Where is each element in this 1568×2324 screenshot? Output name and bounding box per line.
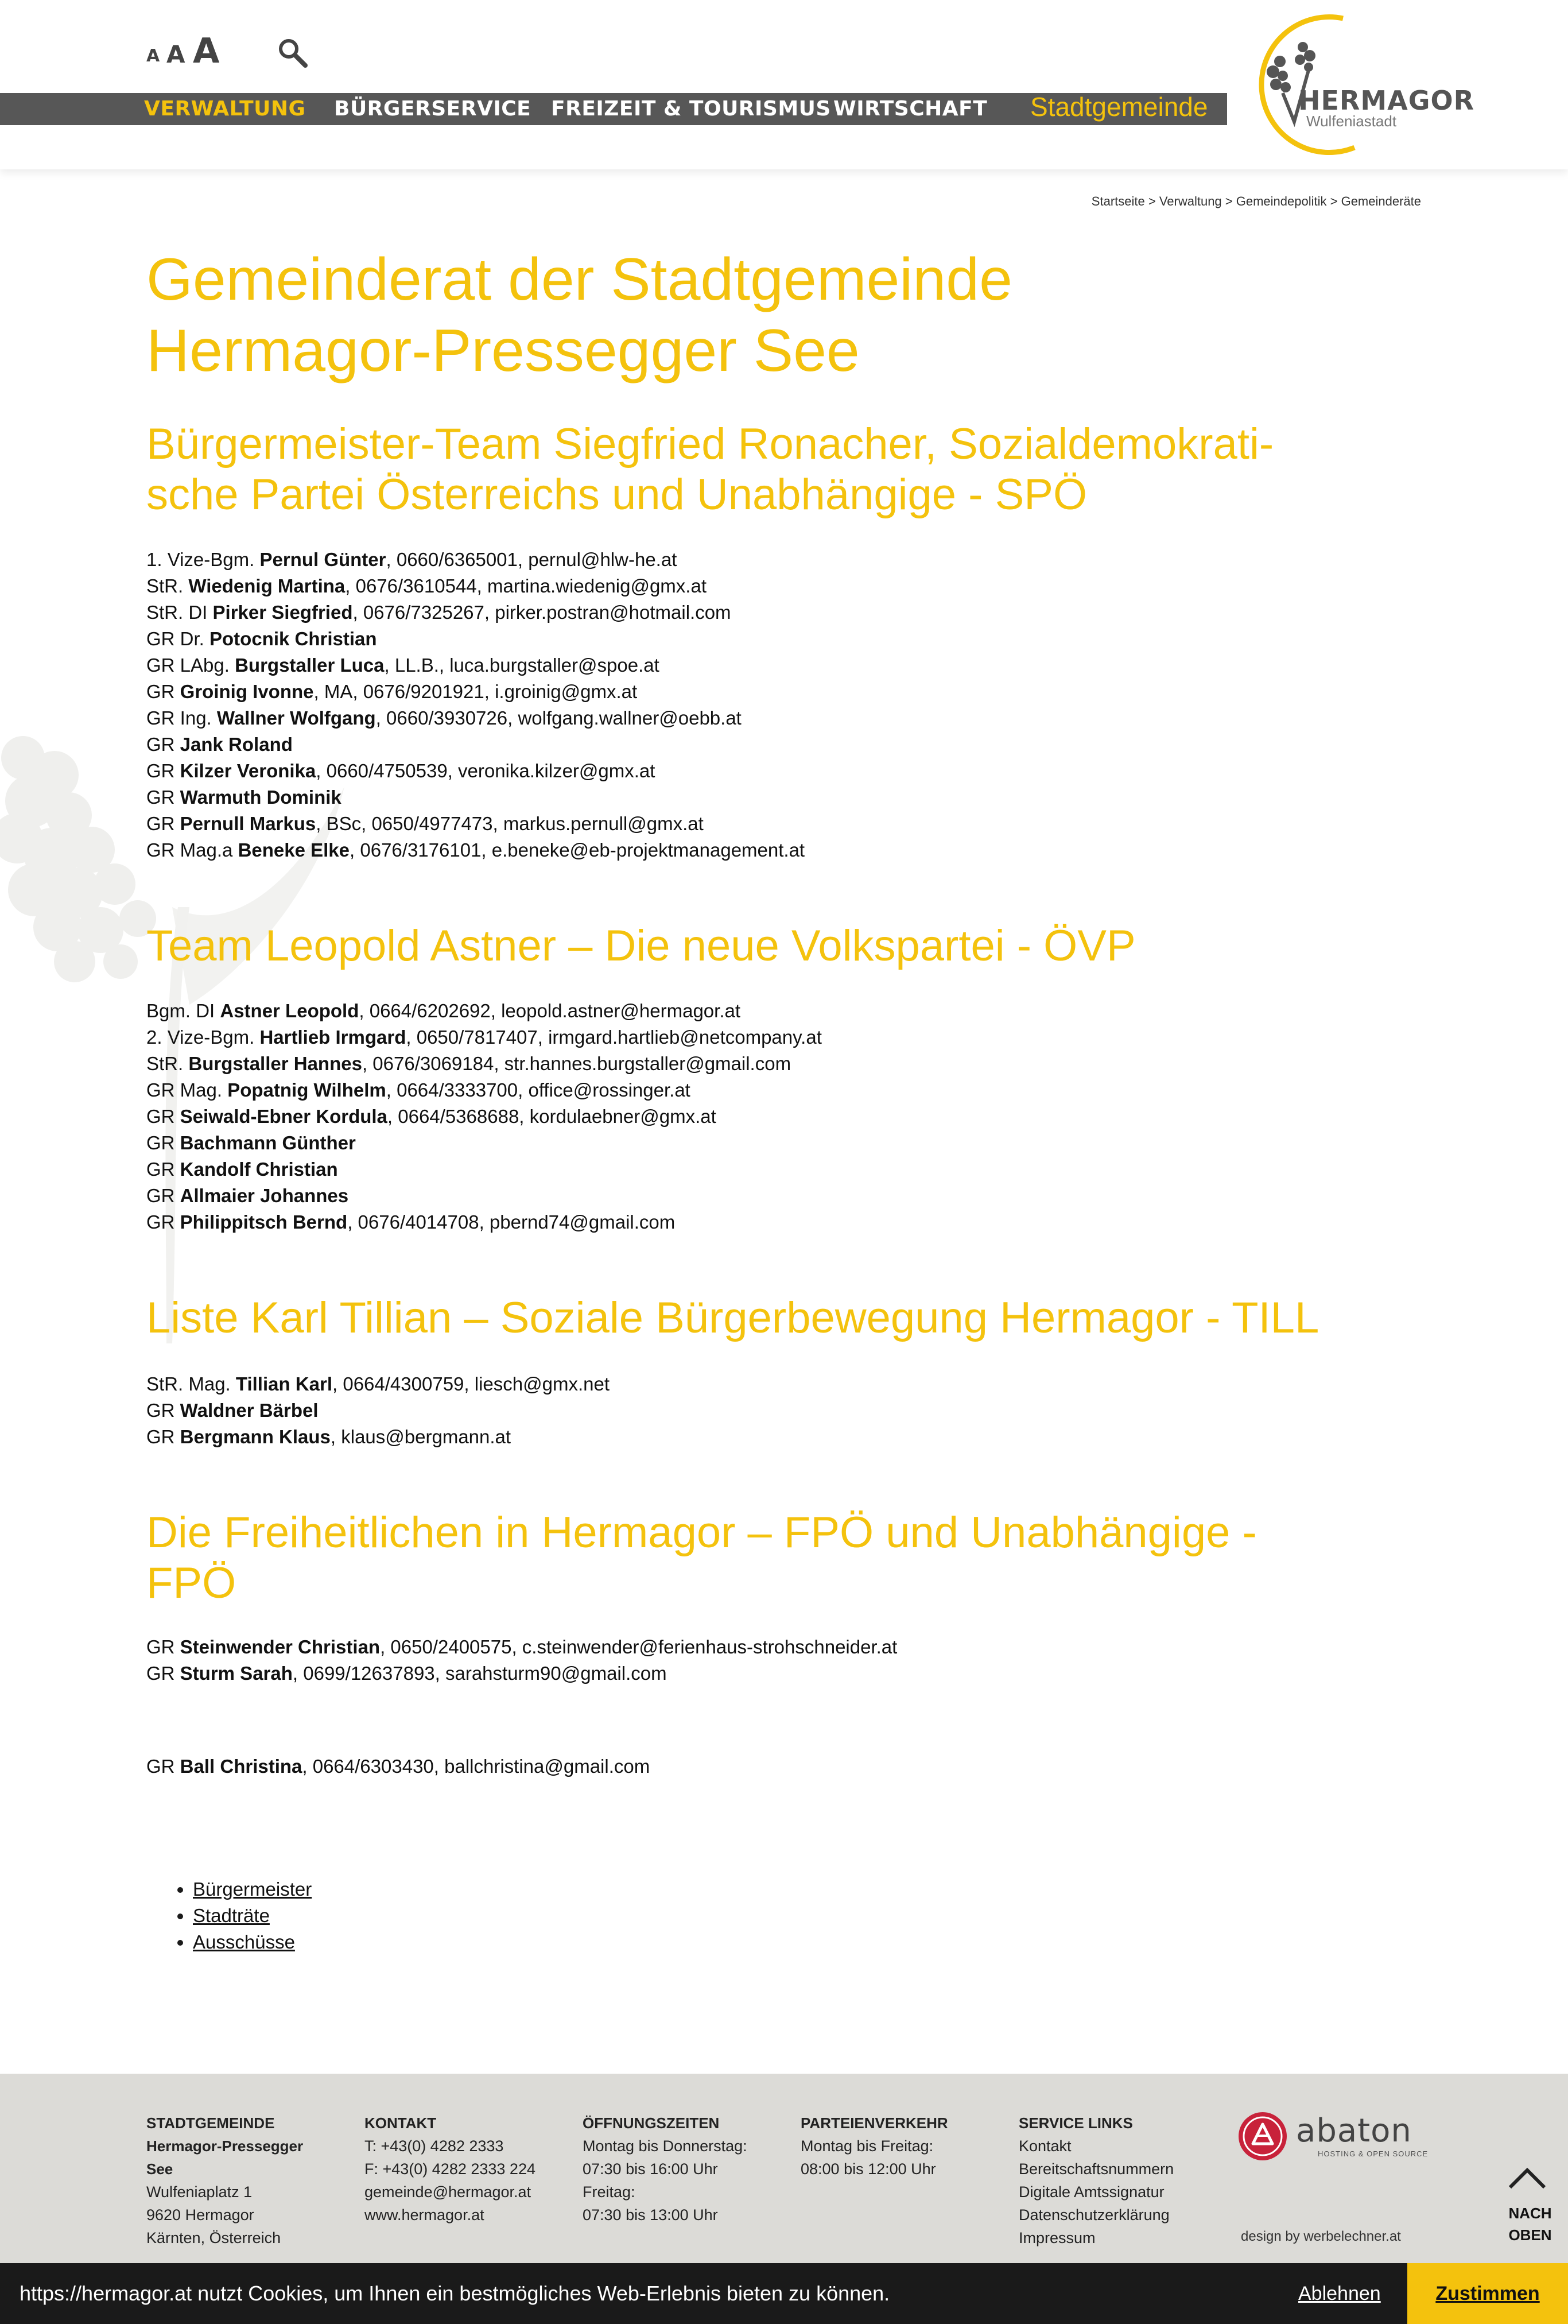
nav-wirtschaft[interactable]: WIRTSCHAFT xyxy=(833,97,988,121)
member-item: GR Jank Roland xyxy=(146,734,293,755)
footer-line: 9620 Hermagor xyxy=(146,2206,254,2224)
footer-heading: SERVICE LINKS xyxy=(1019,2114,1133,2132)
member-item: GR Philippitsch Bernd, 0676/4014708, pbernd74@gmail.com xyxy=(146,1211,676,1233)
abaton-logo-icon[interactable] xyxy=(1237,2110,1288,2162)
site-header xyxy=(0,0,1568,169)
breadcrumb-separator: > xyxy=(1326,194,1341,208)
member-item: GR Dr. Potocnik Christian xyxy=(146,628,377,649)
link-buergermeister[interactable]: Bürgermeister xyxy=(193,1878,312,1900)
footer-line: Kärnten, Österreich xyxy=(146,2229,281,2246)
footer-website-link[interactable]: www.hermagor.at xyxy=(364,2206,484,2224)
group-heading-line2: FPÖ xyxy=(146,1559,236,1608)
page-title-line2: Hermagor-Pressegger See xyxy=(146,317,860,384)
link-item xyxy=(193,1876,312,1903)
breadcrumb-startseite[interactable]: Startseite xyxy=(1091,194,1145,208)
nav-buergerservice[interactable]: BÜRGERSERVICE xyxy=(334,97,531,121)
search-icon[interactable] xyxy=(277,37,309,69)
member-item: GR Waldner Bärbel xyxy=(146,1400,319,1421)
chevron-up-icon[interactable] xyxy=(1508,2167,1547,2190)
member-item: Bgm. DI Astner Leopold, 0664/6202692, leopold.astner@hermagor.at xyxy=(146,1000,741,1021)
member-item: GR Seiwald-Ebner Kordula, 0664/5368688, kordulaebner@gmx.at xyxy=(146,1106,716,1127)
group-heading-line1: Liste Karl Tillian – Soziale Bürgerbewegung Hermagor - TILL xyxy=(146,1293,1319,1342)
member-item: StR. DI Pirker Siegfried, 0676/7325267, pirker.postran@hotmail.com xyxy=(146,602,731,623)
group-heading-line1: Team Leopold Astner – Die neue Volkspartei - ÖVP xyxy=(146,921,1136,970)
footer-link-datenschutz[interactable]: Datenschutzerklärung xyxy=(1019,2206,1170,2224)
footer-line: Montag bis Freitag: xyxy=(801,2137,934,2155)
link-item xyxy=(193,1903,312,1929)
link-stadtraete[interactable]: Stadträte xyxy=(193,1905,270,1926)
footer-subheading: See xyxy=(146,2160,173,2178)
group-heading-spoe xyxy=(146,419,1443,520)
group-heading-line1: Die Freiheitlichen in Hermagor – FPÖ und Unabhängige - xyxy=(146,1508,1257,1557)
footer-link-bereitschaft[interactable]: Bereitschaftsnummern xyxy=(1019,2160,1174,2178)
breadcrumb xyxy=(1092,194,1421,209)
footer-link-kontakt[interactable]: Kontakt xyxy=(1019,2137,1072,2155)
link-item xyxy=(193,1929,312,1955)
footer-heading: KONTAKT xyxy=(364,2114,437,2132)
member-item: GR Groinig Ivonne, MA, 0676/9201921, i.groinig@gmx.at xyxy=(146,681,638,702)
footer-line: Montag bis Donnerstag: xyxy=(583,2137,747,2155)
footer-email-link[interactable]: gemeinde@hermagor.at xyxy=(364,2183,531,2201)
font-size-small-button[interactable]: A xyxy=(146,46,160,66)
member-item: StR. Wiedenig Martina, 0676/3610544, martina.wiedenig@gmx.at xyxy=(146,575,707,597)
member-item: 1. Vize-Bgm. Pernul Günter, 0660/6365001, pernul@hlw-he.at xyxy=(146,549,677,570)
footer-heading: STADTGEMEINDE xyxy=(146,2114,275,2132)
breadcrumb-verwaltung[interactable]: Verwaltung xyxy=(1159,194,1222,208)
member-item: GR Kilzer Veronika, 0660/4750539, veronika.kilzer@gmx.at xyxy=(146,760,655,781)
member-item: StR. Burgstaller Hannes, 0676/3069184, str.hannes.burgstaller@gmail.com xyxy=(146,1053,791,1074)
footer-line: Wulfeniaplatz 1 xyxy=(146,2183,253,2201)
member-item: GR Allmaier Johannes xyxy=(146,1185,349,1206)
back-to-top-label-1: NACH xyxy=(1508,2205,1552,2222)
nav-verwaltung[interactable]: VERWALTUNG xyxy=(144,97,306,121)
group-heading-till xyxy=(146,1293,1443,1343)
member-item: 2. Vize-Bgm. Hartlieb Irmgard, 0650/7817407, irmgard.hartlieb@netcompany.at xyxy=(146,1027,822,1048)
member-list-spoe xyxy=(146,547,805,863)
member-item: GR Mag.a Beneke Elke, 0676/3176101, e.beneke@eb-projektmanagement.at xyxy=(146,839,805,861)
footer-col-parteienverkehr xyxy=(801,2112,1007,2180)
member-list-fpoe xyxy=(146,1634,897,1687)
member-item: GR Warmuth Dominik xyxy=(146,787,341,808)
footer-link-amtssignatur[interactable]: Digitale Amtssignatur xyxy=(1019,2183,1165,2201)
font-size-medium-button[interactable]: A xyxy=(166,40,185,68)
member-item: GR Bachmann Günther xyxy=(146,1132,356,1153)
footer-heading: ÖFFNUNGSZEITEN xyxy=(583,2114,720,2132)
member-list-till xyxy=(146,1371,610,1450)
design-credit[interactable]: design by werbelechner.at xyxy=(1241,2229,1401,2244)
member-item: GR Ball Christina, 0664/6303430, ballchristina@gmail.com xyxy=(146,1756,650,1777)
member-item: GR Mag. Popatnig Wilhelm, 0664/3333700, office@rossinger.at xyxy=(146,1079,690,1101)
footer-line: T: +43(0) 4282 2333 xyxy=(364,2137,504,2155)
back-to-top-button[interactable] xyxy=(1492,2202,1568,2246)
breadcrumb-current: Gemeinderäte xyxy=(1341,194,1421,208)
member-item: StR. Mag. Tillian Karl, 0664/4300759, liesch@gmx.net xyxy=(146,1373,610,1395)
breadcrumb-separator: > xyxy=(1144,194,1159,208)
related-links xyxy=(161,1876,312,1955)
breadcrumb-gemeindepolitik[interactable]: Gemeindepolitik xyxy=(1236,194,1327,208)
group-heading-oevp xyxy=(146,921,1443,971)
cookie-message: https://hermagor.at nutzt Cookies, um Ihnen ein bestmögliches Web-Erlebnis bieten zu können. xyxy=(20,2282,890,2305)
footer-heading: PARTEIENVERKEHR xyxy=(801,2114,948,2132)
member-item: GR Steinwender Christian, 0650/2400575, c.steinwender@ferienhaus-strohschneider.at xyxy=(146,1636,898,1657)
abaton-subtitle: HOSTING & OPEN SOURCE xyxy=(1318,2149,1429,2158)
member-list-extra xyxy=(146,1753,650,1780)
member-item: GR LAbg. Burgstaller Luca, LL.B., luca.burgstaller@spoe.at xyxy=(146,654,659,676)
member-item: GR Sturm Sarah, 0699/12637893, sarahsturm90@gmail.com xyxy=(146,1663,667,1684)
footer-link-impressum[interactable]: Impressum xyxy=(1019,2229,1096,2246)
footer-line: Freitag: xyxy=(583,2183,635,2201)
link-ausschuesse[interactable]: Ausschüsse xyxy=(193,1931,295,1953)
page-title xyxy=(146,244,1466,386)
footer-col-stadtgemeinde xyxy=(146,2112,330,2249)
footer-subheading: Hermagor-Pressegger xyxy=(146,2137,304,2155)
member-item: GR Kandolf Christian xyxy=(146,1159,338,1180)
group-heading-fpoe xyxy=(146,1508,1443,1609)
footer-line: 08:00 bis 12:00 Uhr xyxy=(801,2160,936,2178)
member-item: GR Pernull Markus, BSc, 0650/4977473, markus.pernull@gmx.at xyxy=(146,813,704,834)
breadcrumb-separator: > xyxy=(1221,194,1236,208)
group-heading-line1: Bürgermeister-Team Siegfried Ronacher, Sozialdemokrati- xyxy=(146,420,1274,468)
nav-freizeit-tourismus[interactable]: FREIZEIT & TOURISMUS xyxy=(551,97,831,121)
font-size-large-button[interactable]: A xyxy=(193,31,220,71)
member-item: GR Ing. Wallner Wolfgang, 0660/3930726, wolfgang.wallner@oebb.at xyxy=(146,707,742,729)
page-title-line1: Gemeinderat der Stadtgemeinde xyxy=(146,246,1012,313)
cookie-decline-button[interactable]: Ablehnen xyxy=(1298,2283,1381,2304)
member-item: GR Bergmann Klaus, klaus@bergmann.at xyxy=(146,1426,511,1447)
footer-line: 07:30 bis 16:00 Uhr xyxy=(583,2160,718,2178)
abaton-name: abaton xyxy=(1296,2112,1412,2149)
member-list-oevp xyxy=(146,998,822,1235)
footer-col-kontakt xyxy=(364,2112,571,2226)
footer-col-oeffnungszeiten xyxy=(583,2112,789,2226)
cookie-accept-button[interactable]: Zustimmen xyxy=(1407,2263,1568,2324)
back-to-top-label-2: OBEN xyxy=(1508,2226,1552,2244)
footer-line: 07:30 bis 13:00 Uhr xyxy=(583,2206,718,2224)
nav-stadtgemeinde[interactable]: Stadtgemeinde xyxy=(1030,92,1208,122)
footer-col-service-links xyxy=(1019,2112,1225,2249)
logo-subtitle: Wulfeniastadt xyxy=(1306,113,1397,130)
logo-name: HERMAGOR xyxy=(1298,85,1474,116)
group-heading-line2: sche Partei Österreichs und Unabhängige - SPÖ xyxy=(146,470,1088,519)
footer-line: F: +43(0) 4282 2333 224 xyxy=(364,2160,535,2178)
